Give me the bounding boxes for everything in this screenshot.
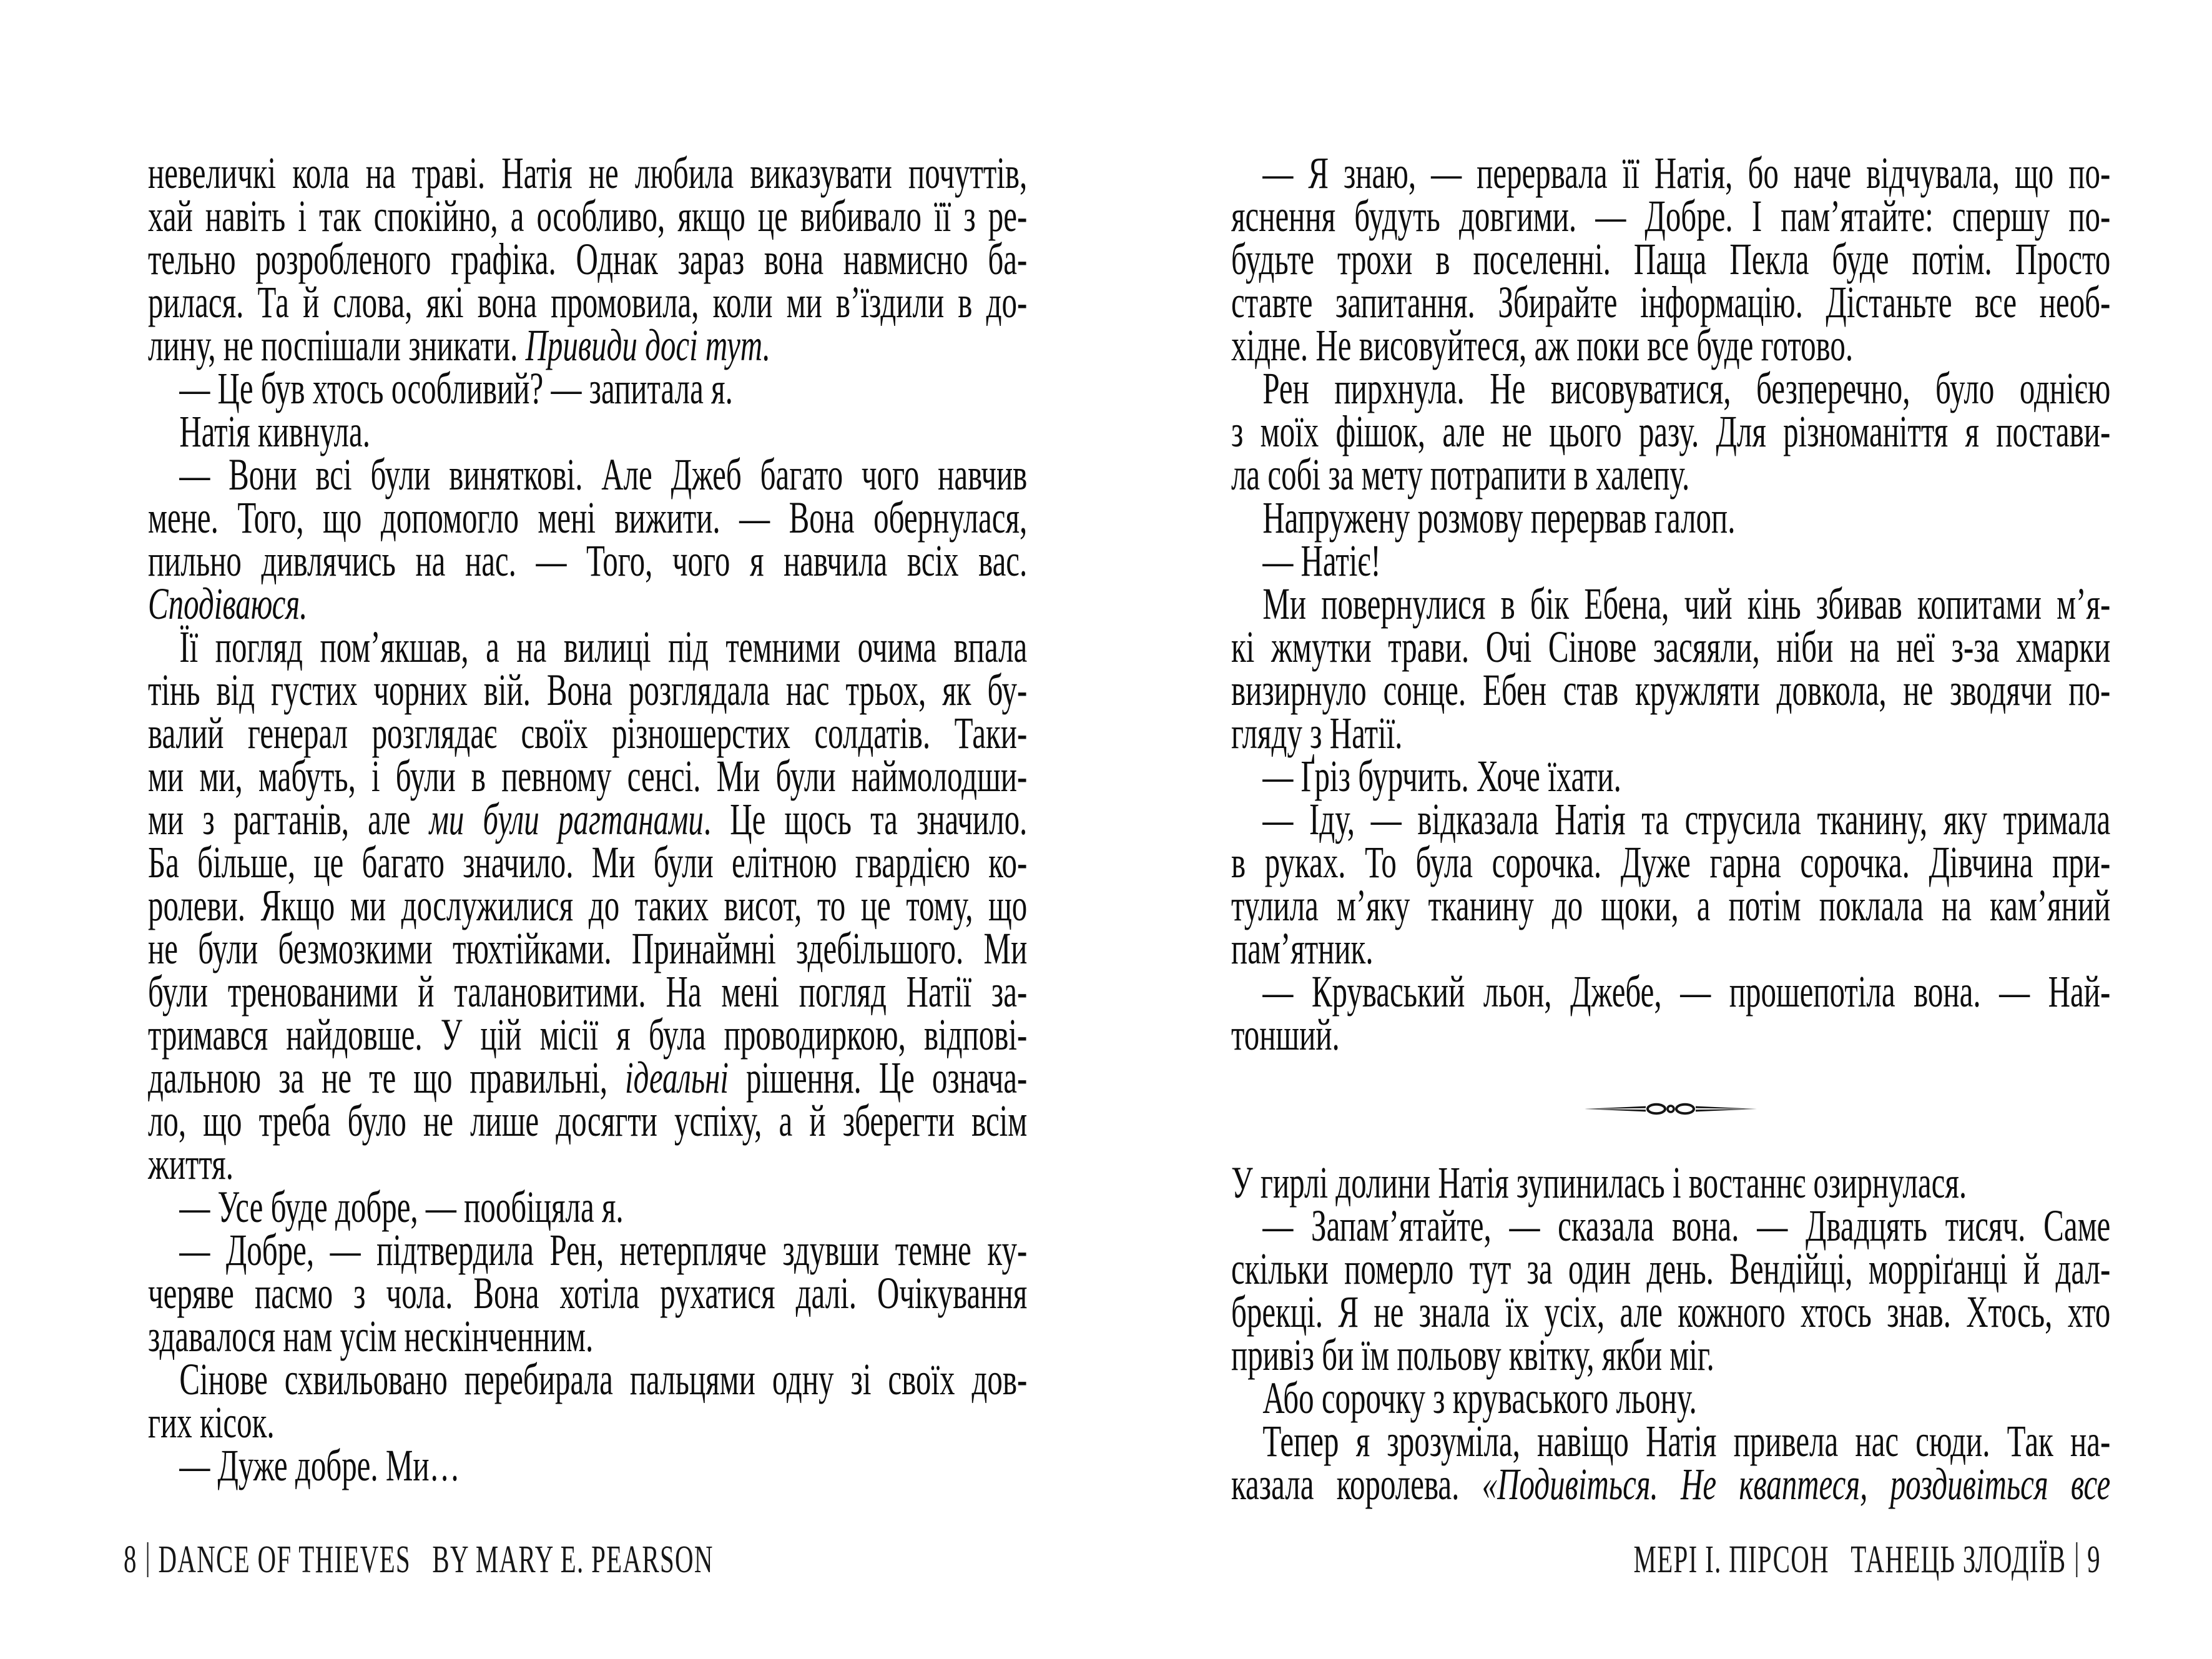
right-page-text-block-bottom (1231, 1158, 2111, 1509)
text-run: Напружену розмову перервав галоп. (1262, 493, 1736, 543)
right-page-text-block-top (1231, 148, 2111, 1060)
text-run: ми з рагтанів, але (148, 794, 430, 844)
book-author-footer-translated: МЕРІ І. ПІРСОН (1633, 1538, 1829, 1581)
text-run: Рен пирхнула. Не висовуватися, безперечно, було однією (1262, 363, 2111, 413)
text-run: ло, що треба було не лише досягти успіху, а й зберегти всім (148, 1096, 1028, 1146)
left-page-number: 8 (124, 1538, 137, 1581)
book-title-footer-translated: ТАНЕЦЬ ЗЛОДІЇВ (1851, 1538, 2067, 1581)
left-page-text-block (148, 148, 1028, 1490)
text-run: лину, не поспішали зникати. (148, 320, 526, 370)
text-run: — Добре, — підтвердила Рен, нетерпляче здувши темне ку- (179, 1225, 1028, 1275)
text-line (148, 493, 1028, 543)
text-line (1231, 1373, 2110, 1423)
text-run: — Запам’ятайте, — сказала вона. — Двадцять тисяч. Саме (1262, 1201, 2111, 1251)
text-run: в руках. То була сорочка. Дуже гарна сорочка. Дівчина при- (1231, 837, 2111, 887)
left-page (148, 148, 1028, 1490)
text-line (1231, 665, 2111, 715)
text-run: — Ґріз бурчить. Хоче їхати. (1262, 751, 1621, 801)
text-line (1231, 1158, 2110, 1208)
text-run: . Це щось та значило. (703, 794, 1028, 844)
text-run: — Натіє! (1262, 536, 1381, 586)
text-run: ставте запитання. Збирайте інформацію. Дістаньте все необ- (1231, 277, 2111, 327)
text-line (148, 1053, 1028, 1103)
text-run: рилася. Та й слова, які вона промовила, коли ми в’їздили в до- (148, 277, 1028, 327)
text-line (1231, 277, 2111, 327)
book-author-footer: BY MARY E. PEARSON (432, 1538, 714, 1581)
text-run: життя. (148, 1139, 233, 1189)
text-line (1231, 450, 2110, 500)
text-line (148, 1440, 1027, 1490)
text-line (1231, 880, 2111, 930)
text-run: скільки померло тут за один день. Вендійці, морріґанці й дал- (1231, 1244, 2111, 1294)
text-line (148, 1225, 1028, 1275)
italic-text-run: ми були рагтанами (429, 794, 704, 844)
text-run: мене. Того, що допомогло мені вижити. — Вона обернулася, (148, 493, 1028, 543)
text-line (148, 191, 1028, 241)
text-run: — Це був хтось особливий? — запитала я. (179, 363, 733, 413)
text-run: — Дуже добре. Ми… (179, 1440, 460, 1490)
text-run: Її погляд пом’якшав, а на вилиці під темними очима впала (179, 622, 1028, 672)
text-run: — Усе буде добре, — пообіцяла я. (179, 1182, 624, 1232)
text-line (1231, 234, 2111, 284)
text-line (1231, 622, 2111, 672)
text-line (148, 923, 1028, 973)
text-run: Натія кивнула. (179, 406, 370, 456)
text-run: ролеви. Якщо ми дослужилися до таких висот, то це тому, що (148, 880, 1028, 930)
text-line (148, 1139, 1027, 1189)
text-line (1231, 536, 2110, 586)
text-line (148, 450, 1028, 500)
text-run: — Вони всі були виняткові. Але Джеб багато чого навчив (179, 450, 1028, 500)
text-line (1231, 579, 2111, 629)
text-run: Сінове схвильовано перебирала пальцями одну зі своїх дов- (179, 1354, 1028, 1404)
text-run: здавалося нам усім нескінченним. (148, 1311, 594, 1361)
text-run: хай навіть і так спокійно, а особливо, якщо це вибивало її з ре- (148, 191, 1028, 241)
text-run: казала королева. (1231, 1459, 1482, 1509)
text-line (1231, 708, 2110, 758)
text-line (148, 234, 1028, 284)
text-line (1231, 320, 2110, 370)
text-run: тримався найдовше. У цій місії я була проводиркою, відпові- (148, 1010, 1028, 1060)
text-line (1231, 794, 2111, 844)
text-line (148, 708, 1028, 758)
text-line (148, 967, 1028, 1017)
text-line (1231, 1330, 2110, 1380)
text-line (148, 406, 1027, 456)
footer-divider-bar (2076, 1542, 2077, 1577)
text-run: У гирлі долини Натія зупинилась і востаннє озирнулася. (1231, 1158, 1967, 1208)
text-line (148, 148, 1028, 198)
text-line (148, 880, 1028, 930)
italic-text-run: Привиди досі тут. (525, 320, 770, 370)
text-line (1231, 1459, 2111, 1509)
text-run: ла собі за мету потрапити в халепу. (1231, 450, 1690, 500)
text-run: — Іду, — відказала Натія та струсила тканину, яку тримала (1262, 794, 2111, 844)
text-line (148, 837, 1028, 887)
text-line (1231, 406, 2111, 456)
text-run: будьте трохи в поселенні. Паща Пекла буде потім. Просто (1231, 234, 2111, 284)
text-run: тінь від густих чорних вій. Вона розглядала нас трьох, як бу- (148, 665, 1028, 715)
text-run: з моїх фішок, але не цього разу. Для різноманіття я постави- (1231, 406, 2111, 456)
text-run: визирнуло сонце. Ебен став кружляти довкола, не зводячи по- (1231, 665, 2111, 715)
text-line (148, 579, 1027, 629)
text-line (1231, 1010, 2110, 1060)
text-line (1231, 1201, 2111, 1251)
text-run: були тренованими й талановитими. На мені погляд Натії за- (148, 967, 1028, 1017)
text-run: пильно дивлячись на нас. — Того, чого я навчила всіх вас. (148, 536, 1028, 586)
text-line (148, 363, 1027, 413)
text-line (148, 1096, 1028, 1146)
text-run: пам’ятник. (1231, 923, 1374, 973)
text-run: дальною за не те що правильні, (148, 1053, 625, 1103)
text-line (1231, 363, 2111, 413)
text-line (148, 1182, 1027, 1232)
text-line (1231, 1287, 2111, 1337)
text-run: ми ми, мабуть, і були в певному сенсі. Ми були наймолодши- (148, 751, 1028, 801)
text-line (148, 1268, 1028, 1318)
text-line (1231, 493, 2110, 543)
text-run: яснення будуть довгими. — Добре. І пам’ятайте: спершу по- (1231, 191, 2111, 241)
text-run: валий генерал розглядає своїх різношерстих солдатів. Таки- (148, 708, 1028, 758)
text-line (1231, 148, 2111, 198)
text-line (1231, 751, 2110, 801)
text-line (1231, 967, 2111, 1017)
left-running-footer (124, 1540, 714, 1580)
italic-text-run: ідеальні (624, 1053, 729, 1103)
text-line (1231, 1416, 2111, 1466)
text-line (1231, 1244, 2111, 1294)
right-running-footer (1634, 1540, 2101, 1580)
text-line (1231, 923, 2110, 973)
text-line (1231, 191, 2111, 241)
book-title-footer: DANCE OF THIEVES (158, 1538, 411, 1581)
text-run: тулила м’яку тканину до щоки, а потім поклала на кам’яний (1231, 880, 2111, 930)
text-line (148, 1397, 1027, 1447)
italic-text-run: «Подивіться. Не кваптеся, роздивіться все (1482, 1459, 2111, 1509)
text-line (1231, 837, 2111, 887)
text-run: — Я знаю, — перервала її Натія, бо наче відчувала, що по- (1262, 148, 2111, 198)
text-run: тонший. (1231, 1010, 1340, 1060)
tapered-rule-ornament-icon (1584, 1100, 1757, 1118)
text-run: гляду з Натії. (1231, 708, 1403, 758)
text-run: невеличкі кола на траві. Натія не любила виказувати почуттів, (148, 148, 1028, 198)
text-run: кі жмутки трави. Очі Сінове засяяли, ніби на неї з-за хмарки (1231, 622, 2111, 672)
text-line (148, 622, 1028, 672)
text-line (148, 277, 1028, 327)
text-run: Ба більше, це багато значило. Ми були елітною гвардією ко- (148, 837, 1028, 887)
text-line (148, 1010, 1028, 1060)
right-page-number: 9 (2087, 1538, 2101, 1581)
text-run: — Круваський льон, Джебе, — прошепотіла вона. — Най- (1262, 967, 2111, 1017)
text-run: Тепер я зрозуміла, навіщо Натія привела нас сюди. Так на- (1262, 1416, 2111, 1466)
text-run: тельно розробленого графіка. Однак зараз вона навмисно ба- (148, 234, 1028, 284)
text-run: рішення. Це означа- (729, 1053, 1028, 1103)
text-line (148, 751, 1028, 801)
text-run: привіз би їм польову квітку, якби міг. (1231, 1330, 1714, 1380)
text-run: черяве пасмо з чола. Вона хотіла рухатися далі. Очікування (148, 1268, 1028, 1318)
text-run: брекці. Я не знала їх усіх, але кожного хтось знав. Хтось, хто (1231, 1287, 2111, 1337)
italic-text-run: Сподіваюся. (148, 579, 308, 629)
text-run: хідне. Не висовуйтеся, аж поки все буде готово. (1231, 320, 1854, 370)
text-run: Або сорочку з круваського льону. (1262, 1373, 1697, 1423)
scene-break-row (1231, 1056, 2110, 1161)
text-line (148, 1311, 1027, 1361)
text-line (148, 320, 1027, 370)
text-line (148, 665, 1028, 715)
text-run: не були безмозкими тюхтійками. Принаймні здебільшого. Ми (148, 923, 1028, 973)
text-line (148, 1354, 1028, 1404)
text-run: Ми повернулися в бік Ебена, чий кінь збивав копитами м’я- (1262, 579, 2111, 629)
footer-divider-bar (147, 1542, 149, 1577)
text-line (148, 794, 1028, 844)
right-page (1231, 148, 2111, 1509)
text-run: гих кісок. (148, 1397, 275, 1447)
text-line (148, 536, 1028, 586)
